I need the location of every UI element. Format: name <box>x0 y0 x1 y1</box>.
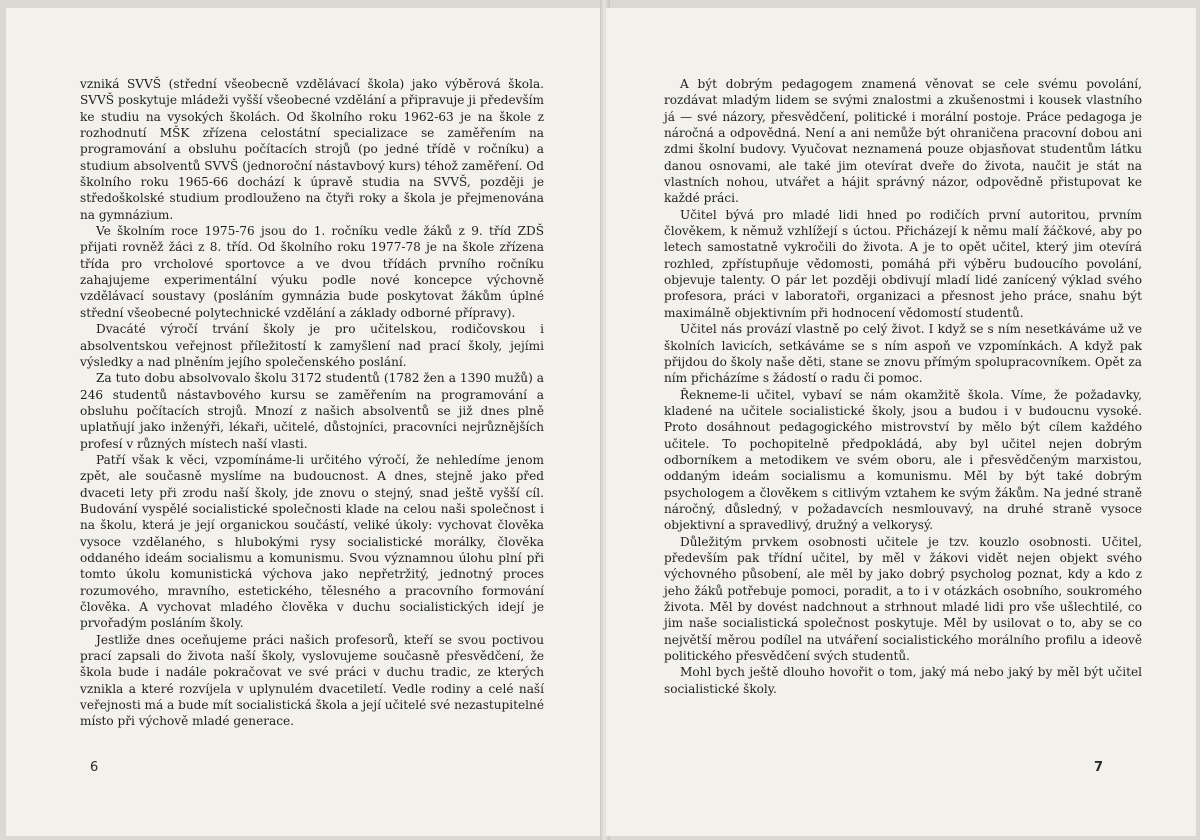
left-page <box>6 8 603 836</box>
page-number: 7 <box>1094 760 1104 775</box>
paragraph: Patří však k věci, vzpomínáme-li určitého výročí, že nehledíme jenom zpět, ale současně myslíme na budoucnost. A dnes, stejně jako před dvaceti lety při zrodu naší školy, jde znovu o stejný, snad ještě vyšší cíl. Budování vyspělé socialistické společnosti klade na celou naši společnost i na školu, která je její organickou součástí, veliké úkoly: vychovat člověka vysoce vzdělaného, s hlubokými rysy socialistické morálky, člověka oddaného ideám socialismu a komunismu. Svou významnou úlohu plní při tomto úkolu komunistická výchova jako nepřetržitý, jednotný proces rozumového, mravního, estetického, tělesného a pracovního formování člověka. A vychovat mladého člověka v duchu socialistických idejí je prvořadým posláním školy. <box>80 452 544 631</box>
paragraph: Učitel bývá pro mladé lidi hned po rodičích první autoritou, prvním člověkem, k němuž vzhlížejí s úctou. Přicházejí k němu malí žáčkové, aby po letech samostatně vykročili do života. A je to opět učitel, který jim otevírá rozhled, zpřístupňuje vědomosti, pomáhá při výběru budoucího povolání, objevuje talenty. O pár let později obdivují mladí lidé zanícený výklad svého profesora, práci v laboratoři, organizaci a přesnost jeho práce, snahu být maximálně objektivním při hodnocení vědomostí studentů. <box>664 207 1142 320</box>
paragraph: Důležitým prvkem osobnosti učitele je tzv. kouzlo osobnosti. Učitel, především pak třídní učitel, by měl v žákovi vidět nejen objekt svého výchovného působení, ale měl by jako dobrý psycholog poznat, kdy a kdo z jeho žáků potřebuje pomoci, poradit, a to i v otázkách osobního, soukromého života. Měl by dovést nadchnout a strhnout mladé lidi pro vše ušlechtilé, co jim naše socialistická společnost poskytuje. Měl by usilovat o to, aby se co největší měrou podílel na utváření socialistického morálního profilu a ideově politického přesvědčení svých studentů. <box>664 534 1142 664</box>
page-number: 6 <box>90 760 99 775</box>
left-page-text <box>80 76 544 730</box>
paragraph: Učitel nás provází vlastně po celý život. I když se s ním nesetkáváme už ve školních lavicích, setkáváme se s ním aspoň ve vzpomínkách. A když pak přijdou do školy naše děti, stane se znovu přímým spolupracovníkem. Opět za ním přicházíme s žádostí o radu či pomoc. <box>664 322 1142 386</box>
right-page <box>606 8 1196 836</box>
paragraph: vzniká SVVŠ (střední všeobecně vzdělávací škola) jako výběrová škola. SVVŠ poskytuje mládeži vyšší všeobecné vzdělání a připravuje ji především ke studiu na vysokých školách. Od školního roku 1962-63 je na škole z rozhodnutí MŠK zřízena celostátní specializace se zaměřením na programování a obsluhu počítacích strojů (po jedné třídě v ročníku) a studium absolventů SVVŠ (jednoroční nástavbový kurs) téhož zaměření. Od školního roku 1965-66 dochází k úpravě studia na SVVŠ, později je středoškolské studium prodlouženo na čtyři roky a škola je přejmenována na gymnázium. <box>80 77 544 222</box>
paragraph: Jestliže dnes oceňujeme práci našich profesorů, kteří se svou poctivou prací zapsali do života naší školy, vyslovujeme současně přesvědčení, že škola bude i nadále pokračovat ve své práci v duchu tradic, ze kterých vznikla a které rozvíjela v uplynulém dvacetiletí. Vedle rodiny a celé naší veřejnosti má a bude mít socialistická škola a její učitelé své nezastupitelné místo při výchově mladé generace. <box>80 632 544 729</box>
paragraph: Ve školním roce 1975-76 jsou do 1. ročníku vedle žáků z 9. tříd ZDŠ přijati rovněž žáci z 8. tříd. Od školního roku 1977-78 je na škole zřízena třída pro vrcholové sportovce a ve dvou třídách prvního ročníku zahajujeme experimentální výuku podle nové koncepce výchovně vzdělávací soustavy (posláním gymnázia bude poskytovat žákům úplné střední všeobecné polytechnické vzdělání a základy odborné přípravy). <box>80 224 544 320</box>
paragraph: Řekneme-li učitel, vybaví se nám okamžitě škola. Víme, že požadavky, kladené na učitele socialistické školy, jsou a budou i v budoucnu vysoké. Proto dosáhnout pedagogického mistrovství by mělo být cílem každého učitele. To pochopitelně předpokládá, aby byl učitel nejen dobrým odborníkem a metodikem ve svém oboru, ale i přesvědčeným marxistou, oddaným ideám socialismu a komunismu. Měl by být také dobrým psychologem a člověkem s citlivým vztahem ke svým žákům. Na jedné straně náročný, důsledný, v požadavcích nesmlouvavý, na druhé straně vysoce objektivní a spravedlivý, družný a velkorysý. <box>664 387 1142 533</box>
right-page-text <box>664 76 1142 697</box>
paragraph: A být dobrým pedagogem znamená věnovat se cele svému povolání, rozdávat mladým lidem se svými znalostmi a zkušenostmi i kousek vlastního já — své názory, přesvědčení, politické i morální postoje. Práce pedagoga je náročná a odpovědná. Není a ani nemůže být ohraničena pracovní dobou ani zdmi školní budovy. Vyučovat neznamená pouze objasňovat studentům látku danou osnovami, ale také jim otevírat dveře do života, naučit je stát na vlastních nohou, utvářet a hájit správný názor, odpovědně přistupovat ke každé práci. <box>664 77 1142 206</box>
paragraph: Mohl bych ještě dlouho hovořit o tom, jaký má nebo jaký by měl být učitel socialistické školy. <box>664 665 1142 696</box>
paragraph: Za tuto dobu absolvovalo školu 3172 studentů (1782 žen a 1390 mužů) a 246 studentů nástavbového kursu se zaměřením na programování a obsluhu počítacích strojů. Mnozí z našich absolventů se již dnes plně uplatňují jako inženýři, lékaři, učitelé, důstojníci, pracovníci nejrůznějších profesí v různých místech naší vlasti. <box>80 371 544 451</box>
paragraph: Dvacáté výročí trvání školy je pro učitelskou, rodičovskou i absolventskou veřejnost příležitostí k zamyšlení nad prací školy, jejími výsledky a nad plněním jejího společenského poslání. <box>80 322 544 369</box>
